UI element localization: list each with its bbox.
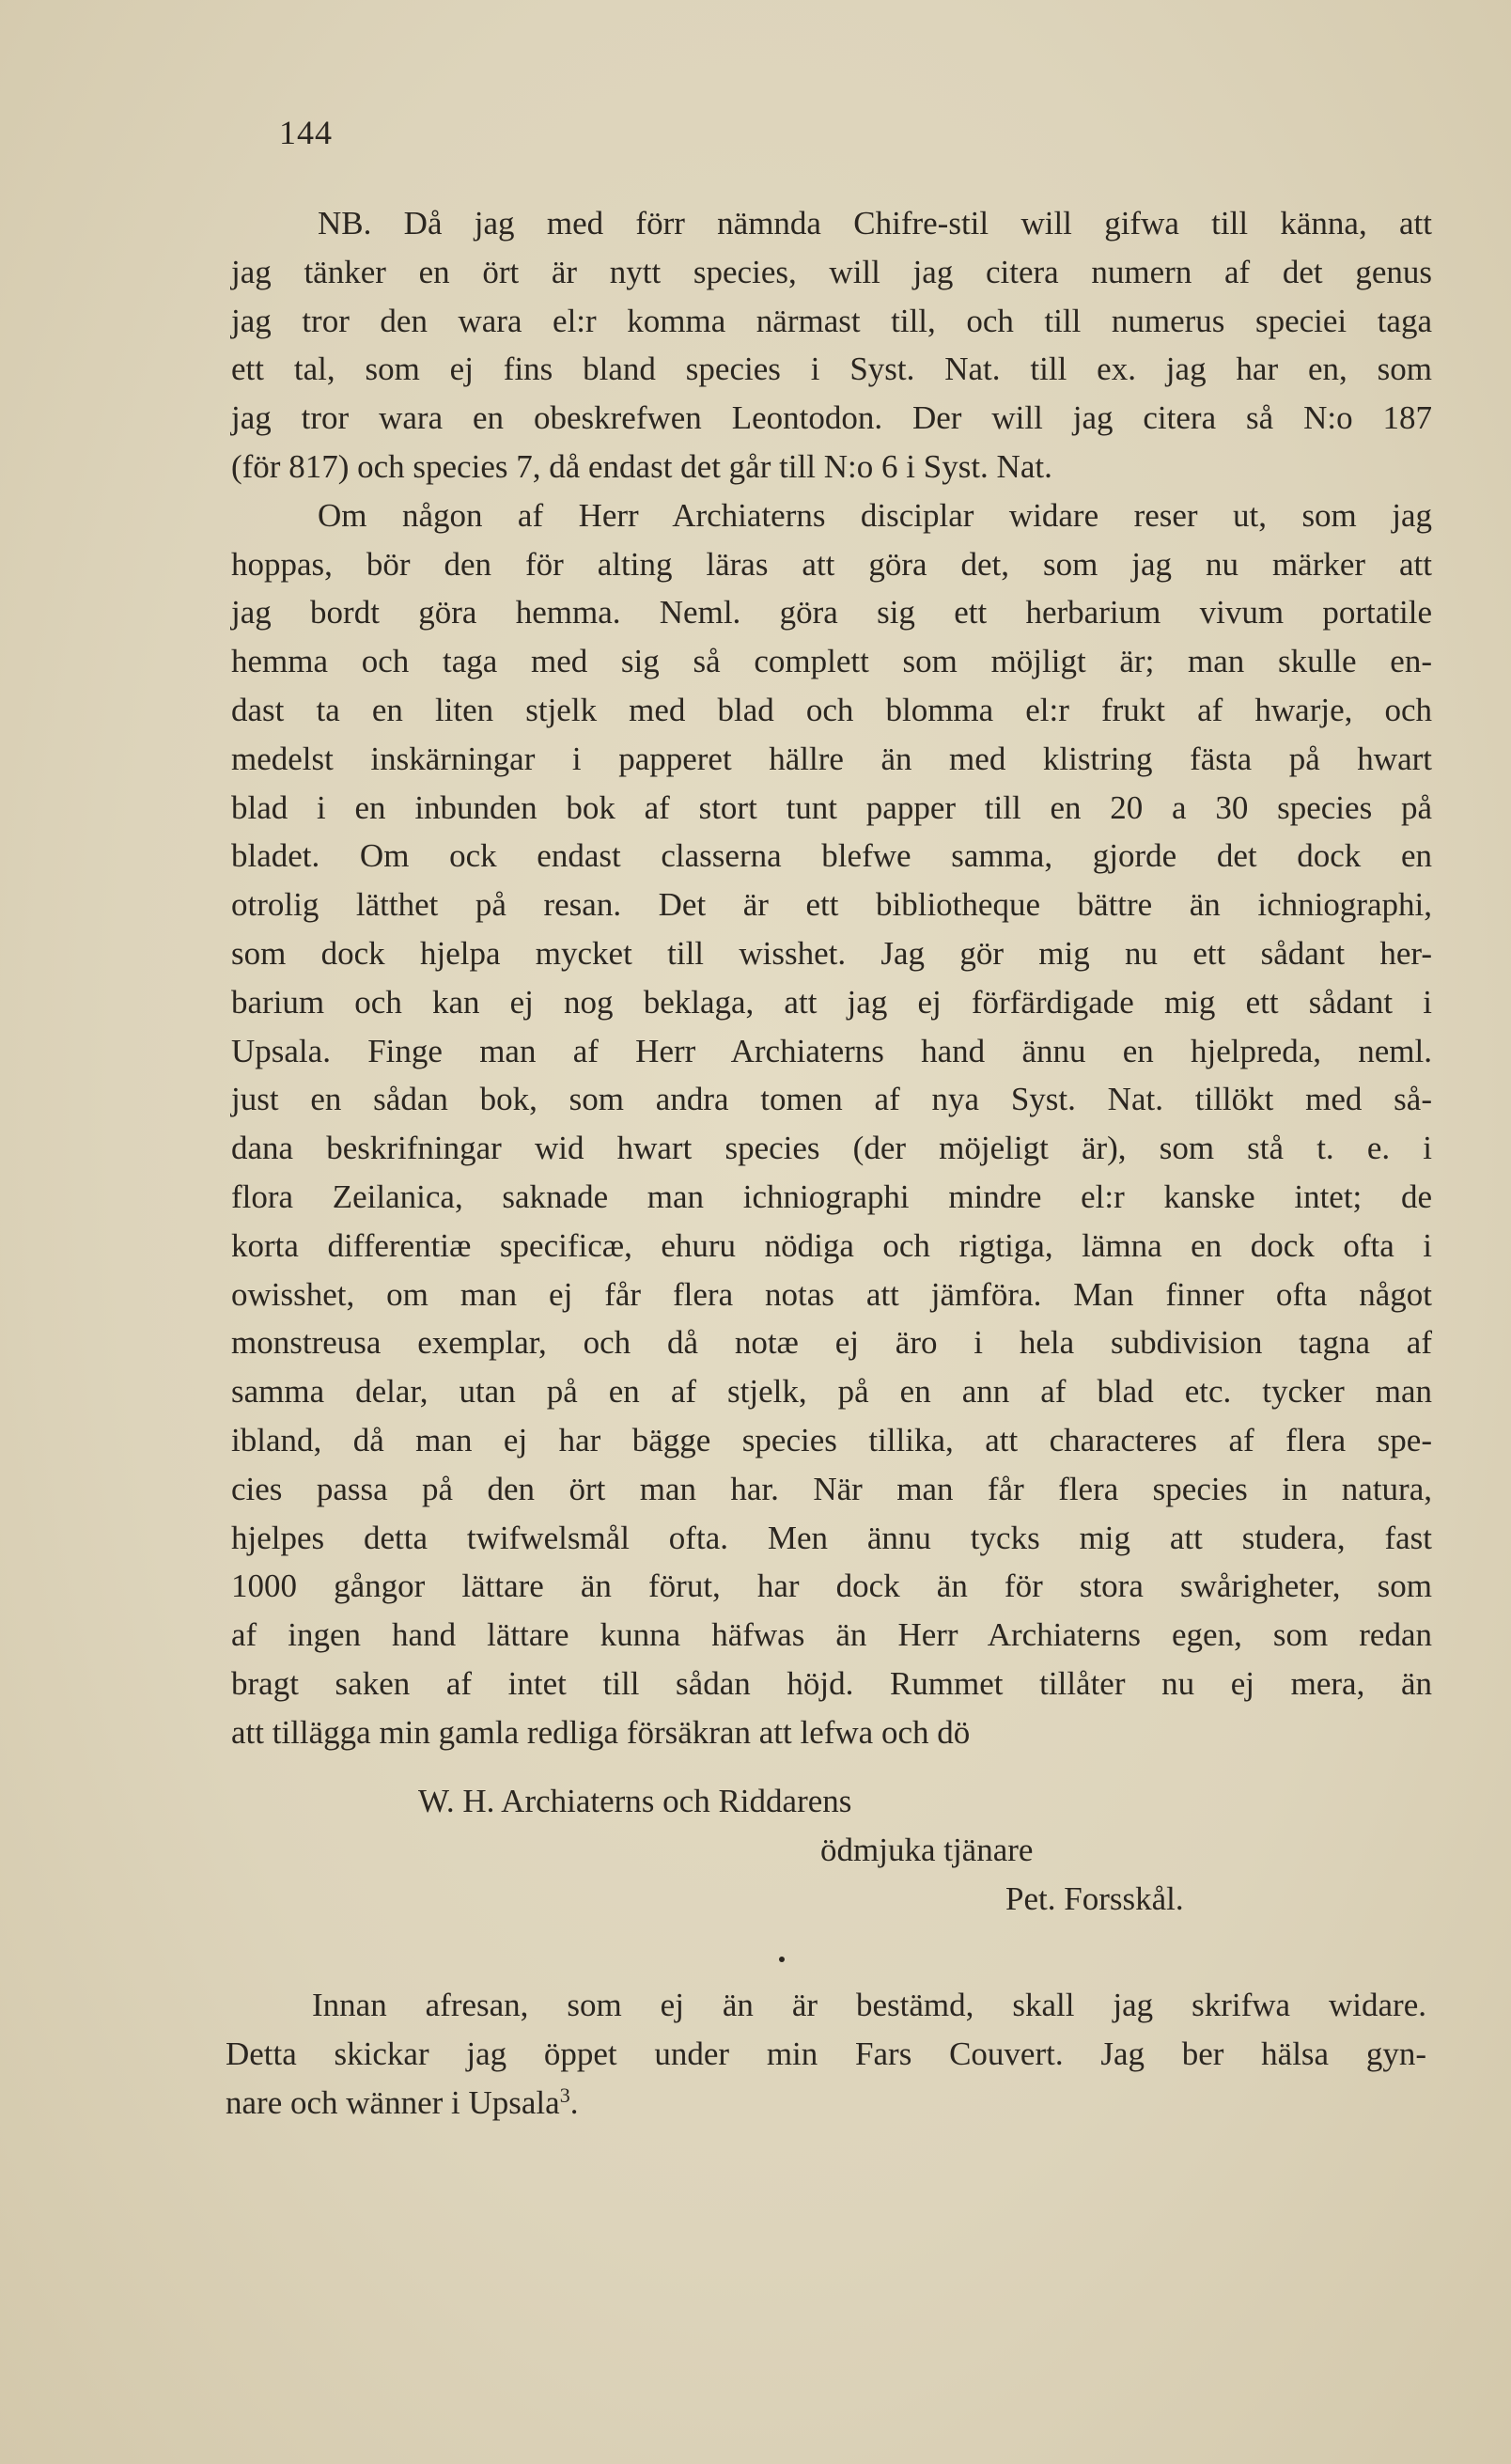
text-line: (för 817) och species 7, då endast det går till N:o 6 i Syst. Nat. — [231, 447, 1052, 485]
text-line: jag tror den wara el:r komma närmast till, och till numerus speciei taga — [231, 302, 1432, 339]
text-line: dana beskrifningar wid hwart species (der möjeligt är), som stå t. e. i — [231, 1130, 1432, 1167]
text-line: blad i en inbunden bok af stort tunt papper till en 20 a 30 species på — [231, 788, 1432, 826]
text-line: bragt saken af intet till sådan höjd. Rummet tillåter nu ej mera, än — [231, 1664, 1432, 1702]
text-line: att tillägga min gamla redliga försäkran att lefwa och dö — [231, 1713, 971, 1751]
letter-body — [231, 199, 1432, 1757]
text-line: just en sådan bok, som andra tomen af nya Syst. Nat. tillökt med så- — [231, 1081, 1432, 1118]
text-line: flora Zeilanica, saknade man ichniographi mindre el:r kanske intet; de — [231, 1177, 1432, 1215]
text-line: af ingen hand lättare kunna häfwas än Herr Archiaterns egen, som redan — [231, 1616, 1432, 1654]
text-line: ibland, då man ej har bägge species tillika, att characteres af flera spe- — [231, 1421, 1432, 1458]
text-line: Om någon af Herr Archiaterns disciplar widare reser ut, som jag — [318, 496, 1432, 534]
text-line: ett tal, som ej fins bland species i Syst. Nat. till ex. jag har en, som — [231, 351, 1432, 388]
text-line: medelst inskärningar i papperet hällre än med klistring fästa på hwart — [231, 740, 1432, 777]
text-line: Innan afresan, som ej än är bestämd, skall jag skrifwa widare. — [312, 1987, 1426, 2023]
signoff-servant: ödmjuka tjänare — [820, 1832, 1034, 1868]
postscript-last-text: nare och wänner i Upsala — [226, 2083, 560, 2121]
text-line: hoppas, bör den för alting läras att göra det, som jag nu märker att — [231, 545, 1432, 583]
text-line: jag bordt göra hemma. Neml. göra sig ett herbarium vivum portatile — [231, 594, 1432, 632]
text-line: monstreusa exemplar, och då notæ ej äro i hela subdivision tagna af — [231, 1324, 1432, 1362]
footnote-marker[interactable]: 3 — [559, 2082, 570, 2107]
signoff-signature: Pet. Forsskål. — [1005, 1880, 1184, 1917]
text-line: Detta skickar jag öppet under min Fars Couvert. Jag ber hälsa gyn- — [226, 2035, 1426, 2072]
text-line: owisshet, om man ej får flera notas att jämföra. Man finner ofta något — [231, 1275, 1432, 1313]
text-line-last — [226, 2079, 1426, 2128]
text-line: cies passa på den ört man har. När man får flera species in natura, — [231, 1470, 1432, 1507]
text-line: otrolig lätthet på resan. Det är ett bibliotheque bättre än ichniographi, — [231, 886, 1432, 924]
text-line: bladet. Om ock endast classerna blefwe samma, gjorde det dock en — [231, 837, 1432, 875]
signoff-salutation: W. H. Archiaterns och Riddarens — [418, 1783, 852, 1819]
text-line: hjelpes detta twifwelsmål ofta. Men ännu tycks mig att studera, fast — [231, 1519, 1432, 1556]
text-line: som dock hjelpa mycket till wisshet. Jag gör mig nu ett sådant her- — [231, 934, 1432, 972]
page-number: 144 — [279, 114, 333, 151]
text-line: korta differentiæ specificæ, ehuru nödiga och rigtiga, lämna en dock ofta i — [231, 1226, 1432, 1264]
text-line: NB. Då jag med förr nämnda Chifre-stil will gifwa till känna, att — [318, 205, 1432, 242]
text-line: jag tror wara en obeskrefwen Leontodon. Der will jag citera så N:o 187 — [231, 399, 1432, 437]
text-line: jag tänker en ört är nytt species, will jag citera numern af det genus — [231, 253, 1432, 290]
postscript — [226, 1981, 1426, 2127]
text-line: dast ta en liten stjelk med blad och blomma el:r frukt af hwarje, och — [231, 691, 1432, 728]
text-line: hemma och taga med sig så complett som möjligt är; man skulle en- — [231, 643, 1432, 680]
text-line: barium och kan ej nog beklaga, att jag ej förfärdigade mig ett sådant i — [231, 983, 1432, 1021]
text-line: Upsala. Finge man af Herr Archiaterns hand ännu en hjelpreda, neml. — [231, 1032, 1432, 1069]
text-line: samma delar, utan på en af stjelk, på en ann af blad etc. tycker man — [231, 1373, 1432, 1411]
text-line: 1000 gångor lättare än förut, har dock än för stora swårigheter, som — [231, 1567, 1432, 1605]
section-divider-dot — [779, 1957, 785, 1962]
postscript-period: . — [569, 2083, 579, 2121]
